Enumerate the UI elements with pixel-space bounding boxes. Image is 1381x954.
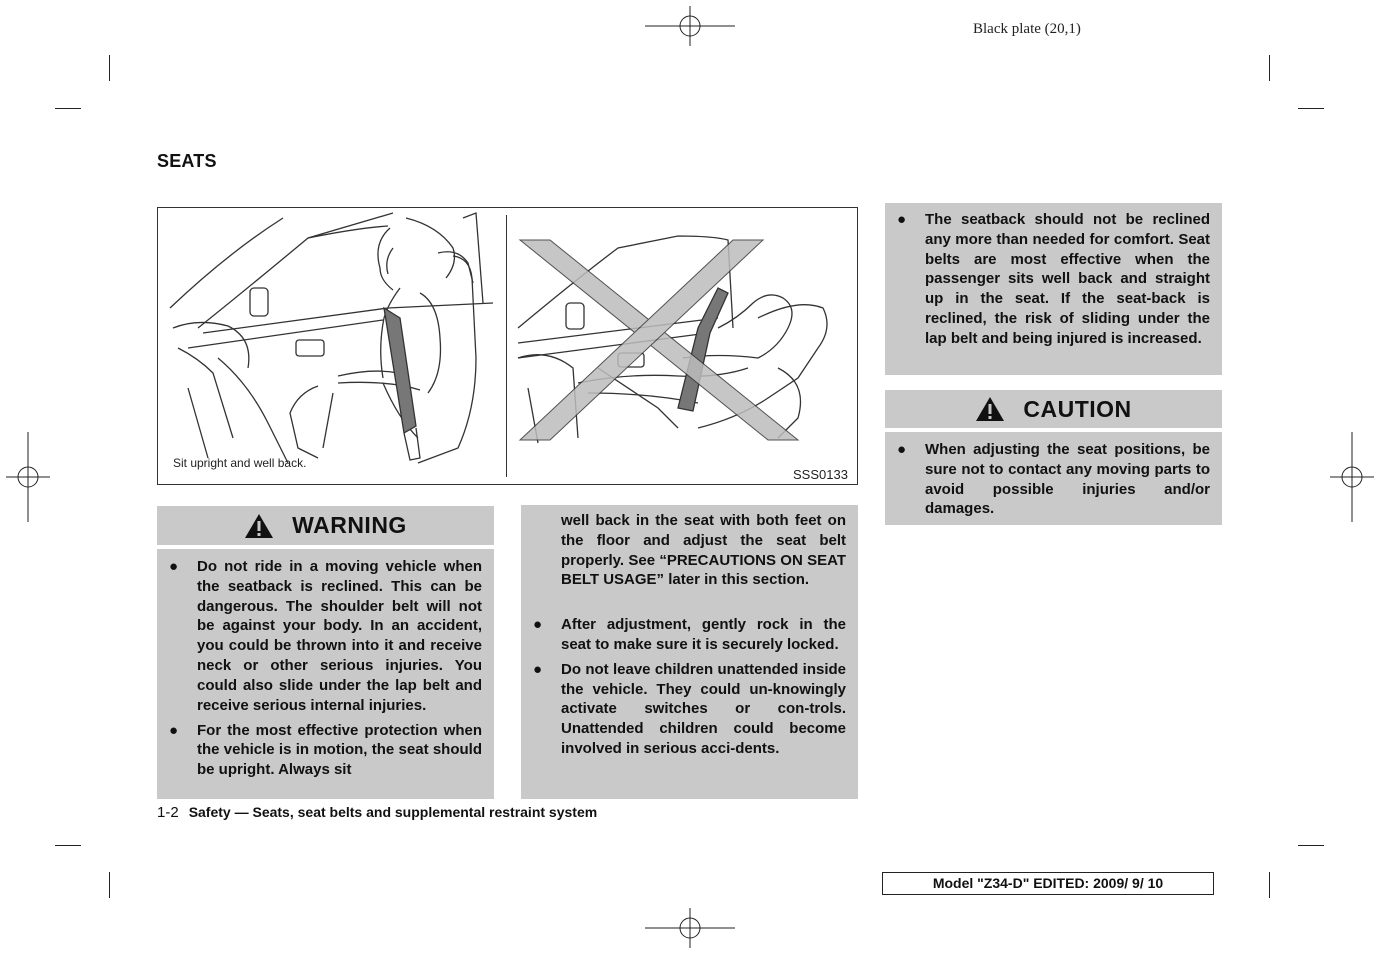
- registration-mark-top: [645, 6, 735, 46]
- bullet-dot: ●: [897, 441, 907, 458]
- registration-mark-bottom: [645, 908, 735, 948]
- page-footer: [157, 804, 597, 821]
- caution-label: CAUTION: [1023, 395, 1132, 422]
- bullet-dot: ●: [169, 721, 179, 739]
- warning-continuation: well back in the seat with both feet on the floor and adjust the seat belt properly. See “PRECAUTIONS ON SEAT BELT USAGE” later in this section.: [561, 512, 846, 589]
- warning-list-col3: [885, 210, 1210, 354]
- page-number: 1-2: [157, 804, 179, 821]
- registration-mark-left: [6, 432, 50, 522]
- plate-label: Black plate (20,1): [973, 21, 1081, 37]
- warning-list-col1: [157, 557, 482, 785]
- list-item: ● Do not leave children unattended inside the vehicle. They could un-knowingly activate switches or con-trols. Unattended children could become involved in serious acci-dents.: [533, 660, 846, 757]
- list-item: ● After adjustment, gently rock in the seat to make sure it is securely locked.: [533, 616, 846, 653]
- seating-illustration: [157, 207, 858, 485]
- warning-list-col2: [521, 615, 846, 764]
- registration-mark-right: [1330, 432, 1374, 522]
- list-item: ● The seatback should not be reclined any more than needed for comfort. Seat belts are most effective when the passenger sits well back and straight up in the seat. If the seat-back is reclined, the risk of sliding under the lap belt and being injured is increased.: [897, 211, 1210, 347]
- bullet-dot: ●: [897, 211, 907, 228]
- bullet-dot: ●: [533, 616, 543, 633]
- figure-divider: [506, 215, 507, 477]
- list-item: ● For the most effective protection when the vehicle is in motion, the seat should be upright. Always sit: [169, 721, 482, 779]
- footer-section-title: Safety — Seats, seat belts and supplemental restraint system: [188, 804, 598, 820]
- caution-list: [885, 440, 1210, 524]
- figure-caption: Sit upright and well back.: [173, 456, 307, 470]
- warning-triangle-icon: [244, 513, 274, 539]
- list-item: ● Do not ride in a moving vehicle when the seatback is reclined. This can be dangerous. The shoulder belt will not be against your body. In an accident, you could be thrown into it and receive neck or other serious injuries. You could also slide under the lap belt and receive serious internal injuries.: [169, 558, 482, 714]
- warning-header: [157, 506, 494, 545]
- bullet-dot: ●: [533, 660, 543, 678]
- list-item: ● When adjusting the seat positions, be sure not to contact any moving parts to avoid possible injuries and/or damages.: [897, 441, 1210, 518]
- warning-label: WARNING: [292, 512, 407, 538]
- figure-code: SSS0133: [793, 467, 848, 482]
- model-edited-line: Model "Z34-D" EDITED: 2009/ 9/ 10: [882, 872, 1214, 895]
- car-interior-illustration: [158, 208, 857, 484]
- warning-triangle-icon: [975, 396, 1005, 422]
- caution-header: [885, 390, 1222, 428]
- section-title: SEATS: [157, 151, 217, 171]
- bullet-dot: ●: [169, 558, 179, 575]
